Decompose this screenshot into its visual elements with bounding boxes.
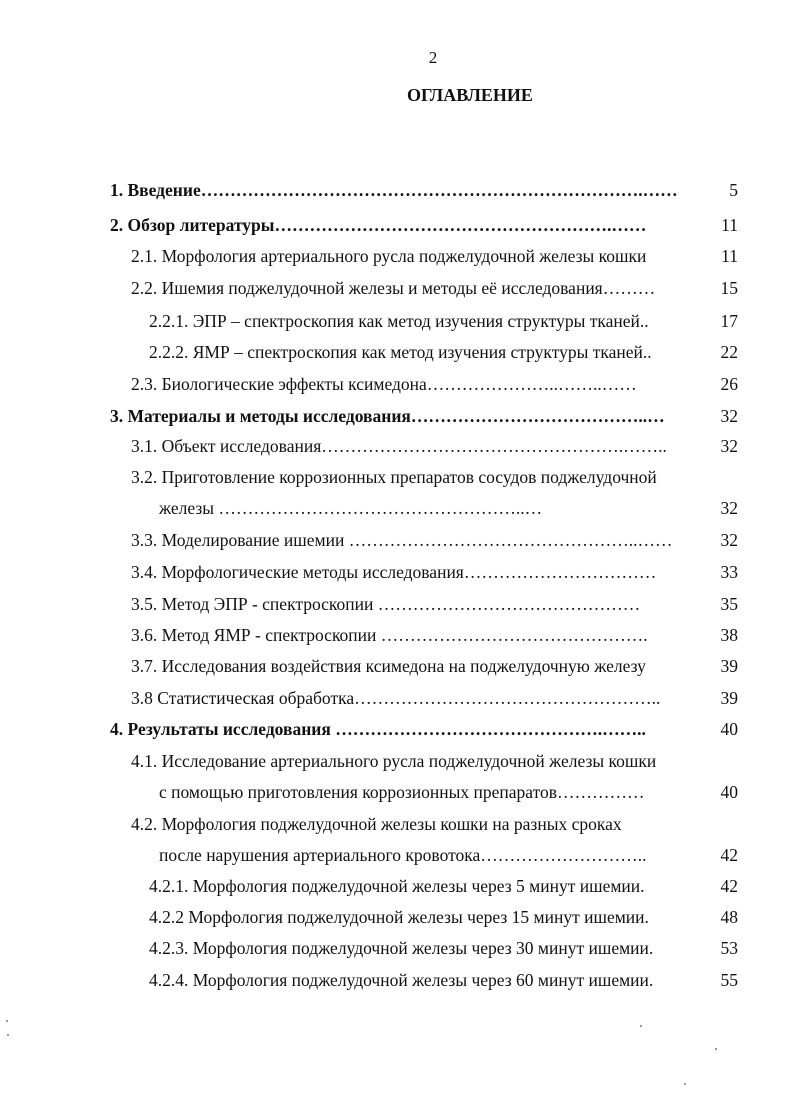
scan-speck [640,1025,642,1027]
toc-page-number: 35 [720,594,738,614]
toc-entry-2-2: 2.2. Ишемия поджелудочной железы и методы её исследования……… [131,278,656,298]
scan-speck [7,1034,9,1036]
toc-page-number: 17 [720,311,738,331]
toc-entry-3-7: 3.7. Исследования воздействия ксимедона на поджелудочную железу [131,656,646,676]
toc-page-number: 39 [720,656,738,676]
toc-entry-introduction: 1. Введение………………………………………………………………….…… [110,180,678,200]
toc-page-number: 11 [721,215,738,235]
toc-page-number: 32 [720,498,738,518]
toc-page-number: 42 [720,876,738,896]
toc-entry-3-6: 3.6. Метод ЯМР - спектроскопии ………………………………………. [131,625,648,645]
toc-page-number: 53 [720,938,738,958]
scan-speck [6,1020,8,1022]
scan-speck [715,1048,717,1050]
toc-title: ОГЛАВЛЕНИЕ [407,85,533,105]
toc-entry-4-1-continued: с помощью приготовления коррозионных препаратов…………… [159,782,645,802]
toc-entry-2-1: 2.1. Морфология артериального русла поджелудочной железы кошки [131,246,647,266]
toc-page-number: 40 [720,782,738,802]
toc-entry-4-2-continued: после нарушения артериального кровотока……………………….. [159,845,647,865]
toc-entry-4-2: 4.2. Морфология поджелудочной железы кошки на разных сроках [131,814,622,834]
toc-entry-3-8: 3.8 Статистическая обработка…………………………………………….. [131,688,661,708]
toc-entry-4-2-4: 4.2.4. Морфология поджелудочной железы через 60 минут ишемии. [149,970,654,990]
toc-page-number: 42 [720,845,738,865]
toc-entry-4-2-2: 4.2.2 Морфология поджелудочной железы через 15 минут ишемии. [149,907,649,927]
toc-entry-3-2: 3.2. Приготовление коррозионных препаратов сосудов поджелудочной [131,467,657,487]
toc-entry-3-1: 3.1. Объект исследования…………………………………………….…….. [131,436,667,456]
toc-page-number: 33 [720,562,738,582]
toc-entry-2-2-1: 2.2.1. ЭПР – спектроскопия как метод изучения структуры тканей.. [149,311,649,331]
toc-page-number: 40 [720,719,738,739]
toc-page-number: 39 [720,688,738,708]
scan-speck [684,1083,686,1085]
toc-entry-4-1: 4.1. Исследование артериального русла поджелудочной железы кошки [131,751,657,771]
toc-entry-2-2-2: 2.2.2. ЯМР – спектроскопия как метод изучения структуры тканей.. [149,342,652,362]
toc-entry-results: 4. Результаты исследования ……………………………………….…….. [110,719,646,739]
toc-entry-3-3: 3.3. Моделирование ишемии …………………………………………..…… [131,530,673,550]
toc-entry-4-2-3: 4.2.3. Морфология поджелудочной железы через 30 минут ишемии. [149,938,654,958]
toc-page-number: 11 [721,246,738,266]
toc-page-number: 15 [720,278,738,298]
toc-entry-3-2-continued: железы ……………………………………………..… [159,498,543,518]
toc-page-number: 32 [720,406,738,426]
page-number: 2 [428,48,438,67]
toc-page-number: 32 [720,530,738,550]
toc-entry-3-5: 3.5. Метод ЭПР - спектроскопии ……………………………………… [131,594,641,614]
toc-page-number: 38 [720,625,738,645]
toc-entry-4-2-1: 4.2.1. Морфология поджелудочной железы через 5 минут ишемии. [149,876,645,896]
toc-entry-3-4: 3.4. Морфологические методы исследования…………………………… [131,562,657,582]
toc-page-number: 48 [720,907,738,927]
toc-page-number: 5 [729,180,738,200]
toc-page-number: 55 [720,970,738,990]
toc-page-number: 26 [720,374,738,394]
toc-entry-materials-methods: 3. Материалы и методы исследования…………………………………..… [110,406,665,426]
toc-entry-2-3: 2.3. Биологические эффекты ксимедона…………………..……..…… [131,374,637,394]
toc-page-number: 32 [720,436,738,456]
toc-page-number: 22 [720,342,738,362]
toc-entry-literature-review: 2. Обзор литературы………………………………………………….…… [110,215,647,235]
